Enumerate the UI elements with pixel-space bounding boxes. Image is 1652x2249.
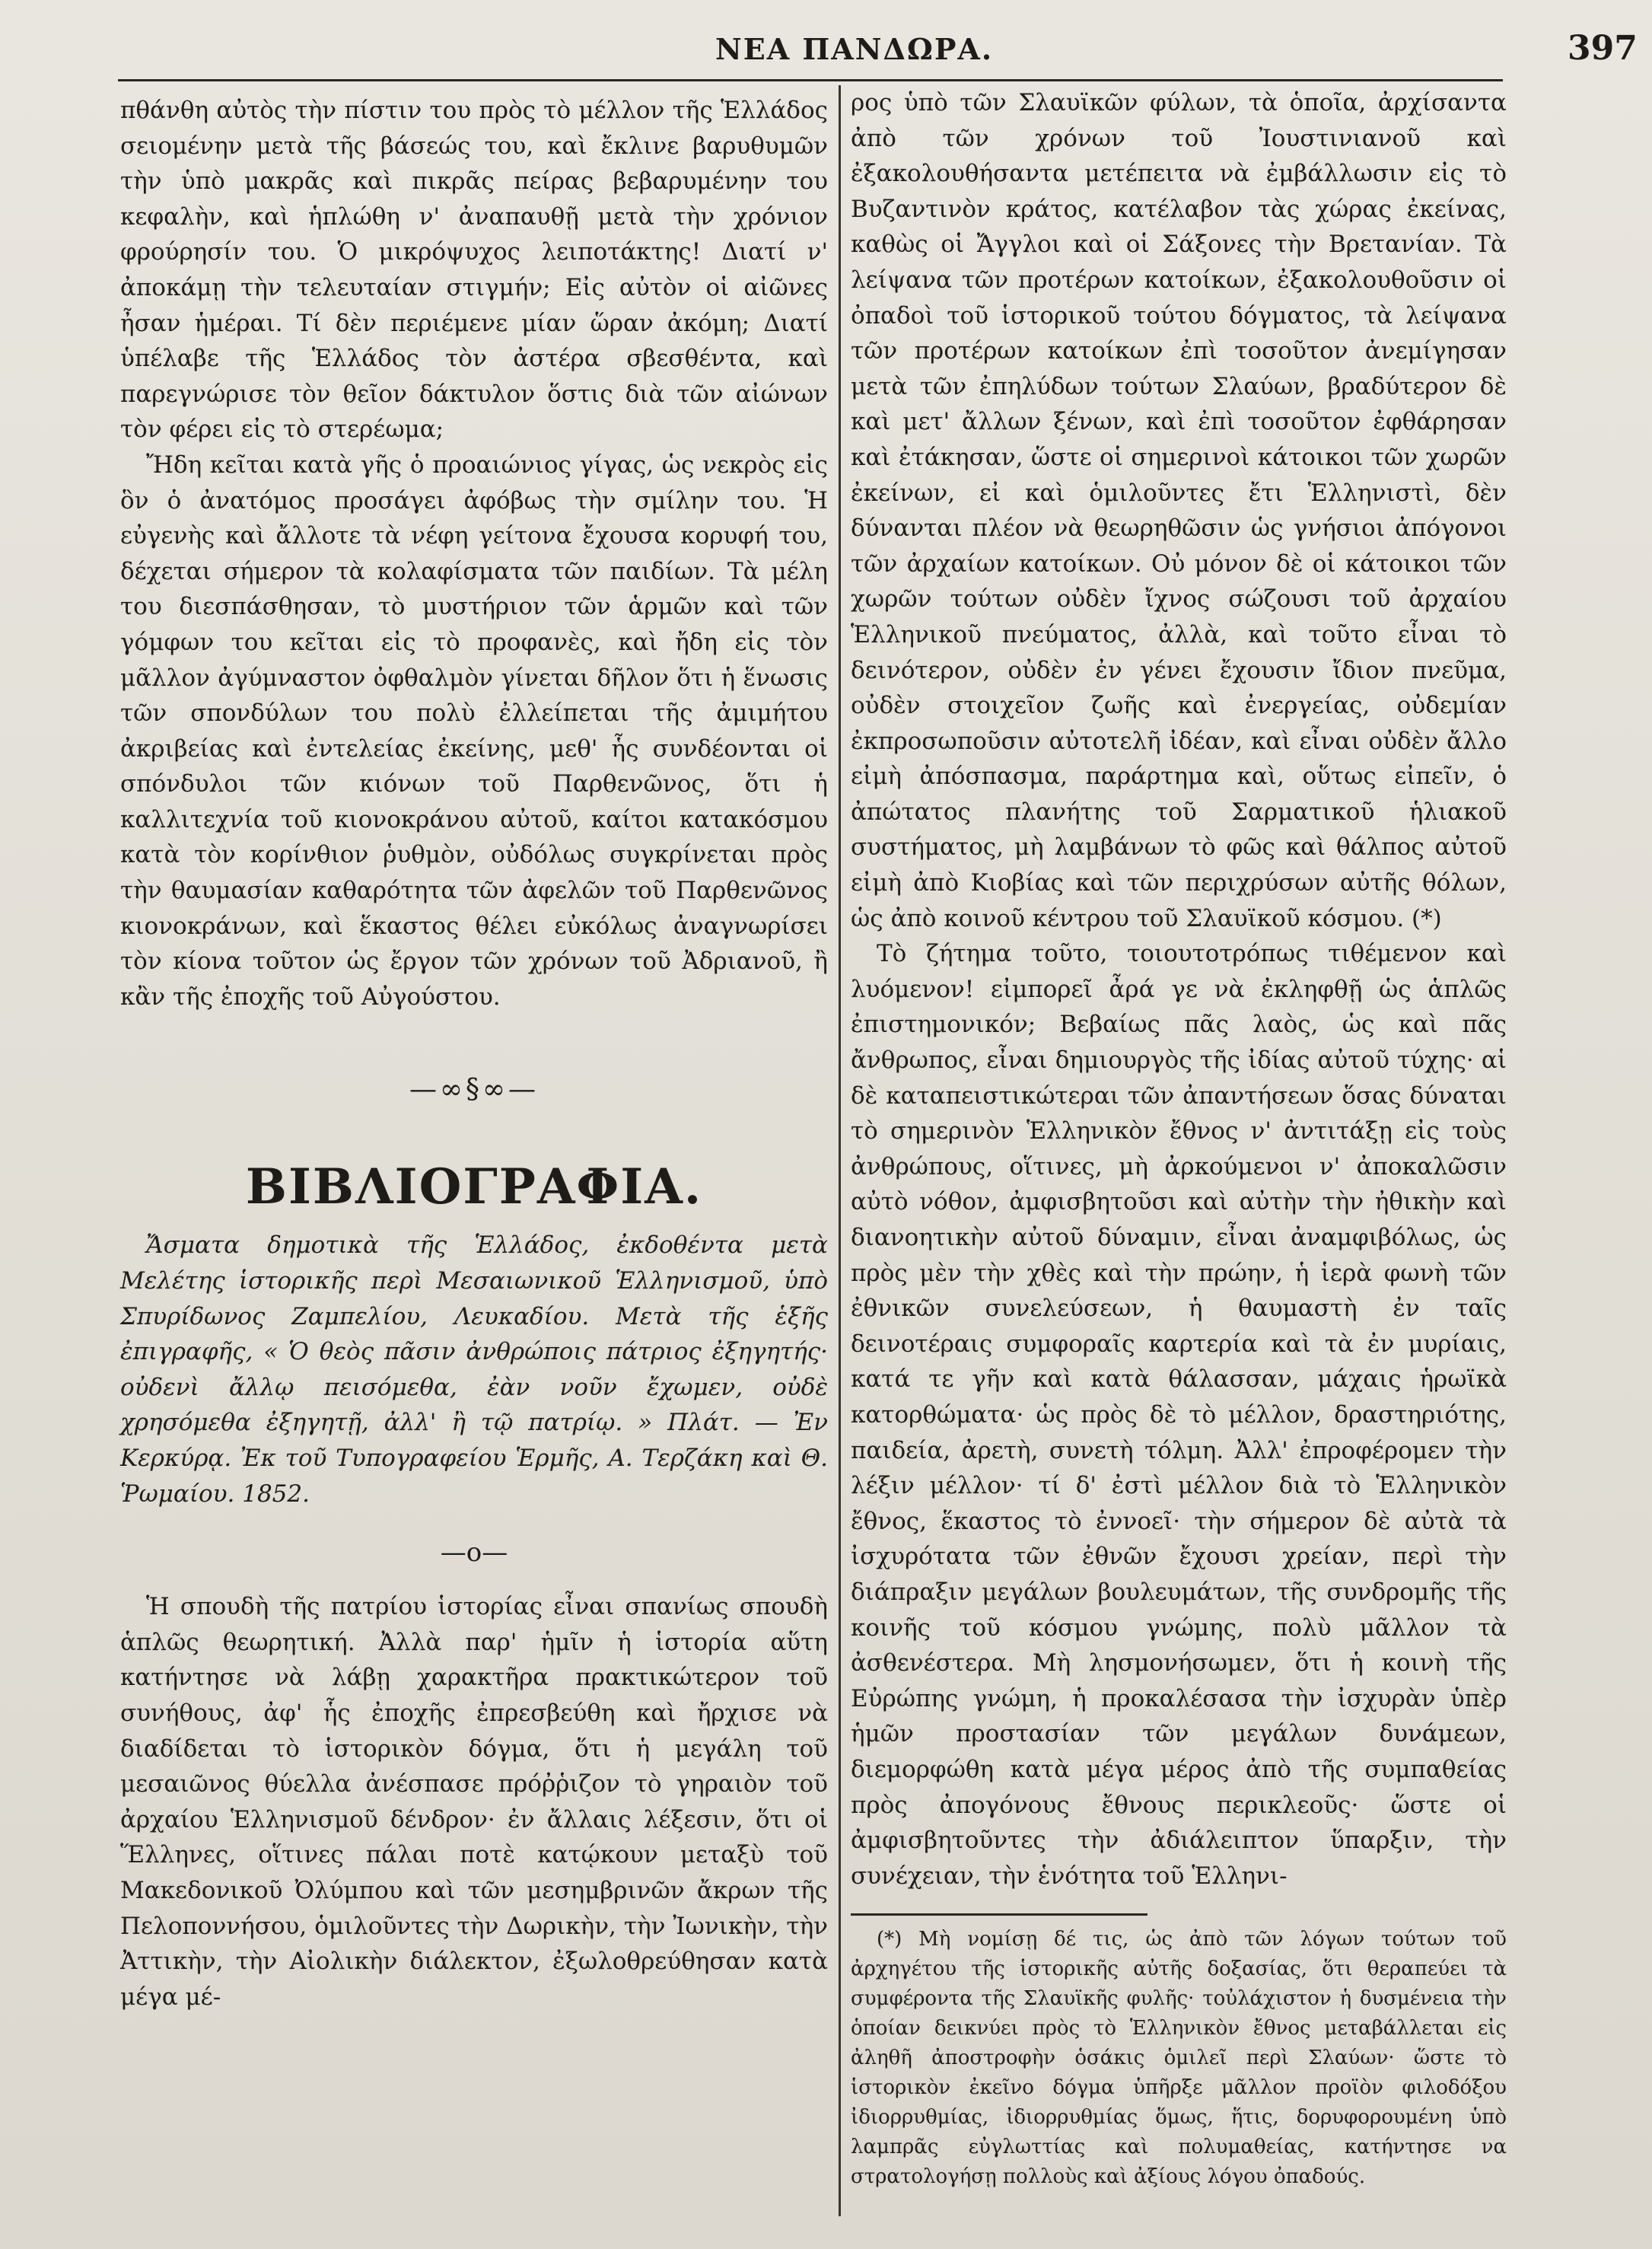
article-paragraph: Ἤδη κεῖται κατὰ γῆς ὁ προαιώνιος γίγας, ὡς νεκρὸς εἰς ὃν ὁ ἀνατόμος προσάγει ἀφόβως τὴν σμίλην του. Ἡ εὐγενὴς καὶ ἄλλοτε τὰ νέφη γείτονα ἔχουσα κορυφή του, δέχεται σήμερον τὰ κολαφίσματα τῶν παιδίων. Τὰ μέλη του διεσπάσθησαν, τὸ μυστήριον τῶν ἁρμῶν καὶ τῶν γόμφων του κεῖται εἰς τὸ προφανὲς, καὶ ἤδη εἰς τὸν μᾶλλον ἀγύμναστον ὀφθαλμὸν γίνεται δῆλον ὅτι ἡ ἕνωσις τῶν σπονδύλων του πολὺ ἐλλείπεται τῆς ἀμιμήτου ἀκριβείας καὶ ἐντελείας ἐκείνης, μεθ' ἧς συνδέονται οἱ σπόνδυλοι τῶν κιόνων τοῦ Παρθενῶνος, ὅτι ἡ καλλιτεχνία τοῦ κιονοκράνου αὐτοῦ, καίτοι κατακόσμου κατὰ τὸν κορίνθιον ῥυθμὸν, οὐδόλως συγκρίνεται πρὸς τὴν θαυμασίαν καθαρότητα τῶν ἀφελῶν τοῦ Παρθενῶνος κιονοκράνων, καὶ ἕκαστος θέλει εὐκόλως ἀναγνωρίσει τὸν κίονα τοῦτον ὡς ἔργον τῶν χρόνων τοῦ Ἀδριανοῦ, ἢ κἂν τῆς ἐποχῆς τοῦ Αὐγούστου. bbox=[120, 451, 828, 1011]
article-paragraph: ρος ὑπὸ τῶν Σλαυϊκῶν φύλων, τὰ ὁποῖα, ἀρχίσαντα ἀπὸ τῶν χρόνων τοῦ Ἰουστινιανοῦ καὶ ἐξακολουθήσαντα μετέπειτα νὰ ἐμβάλλωσιν εἰς τὸ Βυζαντινὸν κράτος, κατέλαβον τὰς χώρας ἐκείνας, καθὼς οἱ Ἄγγλοι καὶ οἱ Σάξονες τὴν Βρετανίαν. Τὰ λείψανα τῶν προτέρων κατοίκων, ἐξακολουθοῦσιν οἱ ὀπαδοὶ τοῦ ἱστορικοῦ τούτου δόγματος, τὰ λείψανα τῶν προτέρων κατοίκων ἐπὶ τοσοῦτον ἀνεμίγησαν μετὰ τῶν ἐπηλύδων τούτων Σλαύων, βραδύτερον δὲ καὶ μετ' ἄλλων ξένων, καὶ ἐπὶ τοσοῦτον ἐφθάρησαν καὶ ἐτάκησαν, ὥστε οἱ σημερινοὶ κάτοικοι τῶν χωρῶν ἐκείνων, εἰ καὶ ὁμιλοῦντες ἔτι Ἑλληνιστὶ, δὲν δύνανται πλέον νὰ θεωρηθῶσιν ὡς γνήσιοι ἀπόγονοι τῶν ἀρχαίων κατοίκων. Οὐ μόνον δὲ οἱ κάτοικοι τῶν χωρῶν τούτων οὐδὲν ἴχνος σώζουσι τοῦ ἀρχαίου Ἑλληνικοῦ πνεύματος, ἀλλὰ, καὶ τοῦτο εἶναι τὸ δεινότερον, οὐδὲν ἐν γένει ἔχουσιν ἴδιον πνεῦμα, οὐδὲν στοιχεῖον ζωῆς καὶ ἐνεργείας, οὐδεμίαν ἐκπροσωποῦσιν αὐτοτελῆ ἰδέαν, καὶ εἶναι οὐδὲν ἄλλο εἰμὴ ἀπόσπασμα, παράρτημα καὶ, οὕτως εἰπεῖν, ὁ ἀπώτατος πλανήτης τοῦ Σαρματικοῦ ἡλιακοῦ συστήματος, μὴ λαμβάνων τὸ φῶς καὶ θάλπος αὐτοῦ εἰμὴ ἀπὸ Κιοβίας καὶ τῶν περιχρύσων αὐτῆς θόλων, ὡς ἀπὸ κοινοῦ κέντρου τοῦ Σλαυϊκοῦ κόσμου. (*) bbox=[851, 89, 1507, 932]
article-paragraph: πθάνθη αὐτὸς τὴν πίστιν του πρὸς τὸ μέλλον τῆς Ἑλλάδος σειομένην μετὰ τῆς βάσεώς του, καὶ ἔκλινε βαρυθυμῶν τὴν ὑπὸ μακρᾶς καὶ πικρᾶς πείρας βεβαρυμένην του κεφαλὴν, καὶ ἡπλώθη ν' ἀναπαυθῇ μετὰ τὴν χρόνιον φρούρησίν του. Ὁ μικρόψυχος λειποτάκτης! Διατί ν' ἀποκάμῃ τὴν τελευταίαν στιγμήν; Εἰς αὐτὸν οἱ αἰῶνες ἦσαν ἡμέραι. Τί δὲν περιέμενε μίαν ὥραν ἀκόμη; Διατί ὑπέλαβε τῆς Ἑλλάδος τὸν ἀστέρα σβεσθέντα, καὶ παρεγνώρισε τὸν θεῖον δάκτυλον ὅστις διὰ τῶν αἰώνων τὸν φέρει εἰς τὸ στερέωμα; bbox=[120, 97, 828, 444]
essay-paragraph: Ἡ σπουδὴ τῆς πατρίου ἱστορίας εἶναι σπανίως σπουδὴ ἁπλῶς θεωρητική. Ἀλλὰ παρ' ἡμῖν ἡ ἱστορία αὕτη κατήντησε νὰ λάβῃ χαρακτῆρα πρακτικώτερον τοῦ συνήθους, ἀφ' ἧς ἐποχῆς ἐπρεσβεύθη καὶ ἤρχισε νὰ διαδίδεται τὸ ἱστορικὸν δόγμα, ὅτι ἡ μεγάλη τοῦ μεσαιῶνος θύελλα ἀνέσπασε πρόῤῥιζον τὸ γηραιὸν τοῦ ἀρχαίου Ἑλληνισμοῦ δένδρον· ἐν ἄλλαις λέξεσιν, ὅτι οἱ Ἕλληνες, οἵτινες πάλαι ποτὲ κατῴκουν μεταξὺ τοῦ Μακεδονικοῦ Ὀλύμπου καὶ τῶν μεσημβρινῶν ἄκρων τῆς Πελοποννήσου, ὁμιλοῦντες τὴν Δωρικὴν, τὴν Ἰωνικὴν, τὴν Ἀττικὴν, τὴν Αἰολικὴν διάλεκτον, ἐξωλοθρεύθησαν κατὰ μέγα μέ- bbox=[120, 1593, 828, 2011]
bibliography-entry: Ἄσματα δημοτικὰ τῆς Ἑλλάδος, ἐκδοθέντα μετὰ Μελέτης ἱστορικῆς περὶ Μεσαιωνικοῦ Ἑλληνισμοῦ, ὑπὸ Σπυρίδωνος Ζαμπελίου, Λευκαδίου. Μετὰ τῆς ἑξῆς ἐπιγραφῆς, « Ὁ θεὸς πᾶσιν ἀνθρώποις πάτριος ἐξηγητής· οὐδενὶ ἄλλῳ πεισόμεθα, ἐὰν νοῦν ἔχωμεν, οὐδὲ χρησόμεθα ἐξηγητῇ, ἀλλ' ἢ τῷ πατρίῳ. » Πλάτ. — Ἐν Κερκύρᾳ. Ἐκ τοῦ Τυπογραφείου Ἑρμῆς, Α. Τερζάκη καὶ Θ. Ῥωμαίου. 1852. bbox=[120, 1231, 828, 1508]
ornament-divider: —∞§∞— bbox=[409, 1074, 539, 1106]
footnote-rule bbox=[851, 1913, 1147, 1916]
small-divider: —o— bbox=[440, 1537, 508, 1569]
right-column bbox=[851, 85, 1507, 2192]
left-column bbox=[120, 93, 828, 2015]
section-title: ΒΙΒΛΙΟΓΡΑΦΙΑ. bbox=[245, 1158, 703, 1216]
page-number: 397 bbox=[1568, 29, 1638, 68]
footnote bbox=[851, 1925, 1507, 2192]
footnote-text: (*) Μὴ νομίσῃ δέ τις, ὡς ἀπὸ τῶν λόγων τούτων τοῦ ἀρχηγέτου τῆς ἱστορικῆς αὐτῆς δοξασίας, ὅτι θεραπεύει τὰ συμφέροντα τῆς Σλαυϊκῆς φυλῆς· τοὐλάχιστον ἡ δυσμένεια τὴν ὁποίαν δεικνύει πρὸς τὸ Ἑλληνικὸν ἔθνος μεταβάλλεται εἰς ἀληθῆ ἀποστροφὴν ὁσάκις ὁμιλεῖ περὶ Σλαύων· ὥστε τὸ ἱστορικὸν ἐκεῖνο δόγμα ὑπῆρξε μᾶλλον προϊὸν φιλοδόξου ἰδιορρυθμίας, ἰδιορρυθμίας ὅμως, ἥτις, δορυφορουμένη ὑπὸ λαμπρᾶς εὐγλωττίας καὶ πολυμαθείας, κατήντησε να στρατολογήσῃ πολλοὺς καὶ ἀξίους λόγου ὀπαδούς. bbox=[851, 1928, 1507, 2189]
periodical-title: ΝΕΑ ΠΑΝΔΩΡΑ. bbox=[715, 32, 994, 66]
header-rule bbox=[118, 79, 1503, 81]
article-paragraph: Τὸ ζήτημα τοῦτο, τοιουτοτρόπως τιθέμενον καὶ λυόμενον! εἰμπορεῖ ἆρά γε νὰ ἐκληφθῇ ὡς ἁπλῶς ἐπιστημονικόν; Βεβαίως πᾶς λαὸς, ὡς καὶ πᾶς ἄνθρωπος, εἶναι δημιουργὸς τῆς ἰδίας αὐτοῦ τύχης· αἱ δὲ καταπειστικώτεραι τῶν ἀπαντήσεων ὅσας δύναται τὸ σημερινὸν Ἑλληνικὸν ἔθνος ν' ἀντιτάξῃ εἰς τοὺς ἀνθρώπους, οἵτινες, μὴ ἀρκούμενοι ν' ἀποκαλῶσιν αὐτὸ νόθον, ἀμφισβητοῦσι καὶ αὐτὴν τὴν ἠθικὴν καὶ διανοητικὴν αὐτοῦ δύναμιν, εἶναι ἀναμφιβόλως, ὡς πρὸς μὲν τὴν χθὲς καὶ τὴν πρώην, ἡ ἱερὰ φωνὴ τῶν ἐθνικῶν συνελεύσεων, ἡ θαυμαστὴ ἐν ταῖς δεινοτέραις συμφοραῖς καρτερία καὶ τὰ ἐν μυρίαις, κατά τε γῆν καὶ κατὰ θάλασσαν, μάχαις ἡρωϊκὰ κατορθώματα· ὡς πρὸς δὲ τὸ μέλλον, δραστηριότης, παιδεία, ἀρετὴ, συνετὴ τόλμη. Ἀλλ' ἐπροφέρομεν τὴν λέξιν μέλλον· τί δ' ἐστὶ μέλλον διὰ τὸ Ἑλληνικὸν ἔθνος, ἕκαστος τὸ ἐννοεῖ· τὴν σήμερον δὲ αὐτὰ τὰ ἰσχυρότατα τῶν ἐθνῶν ἔχουσι χρείαν, περὶ τὴν διάπραξιν μεγάλων βουλευμάτων, τῆς συνδρομῆς τῆς κοινῆς τοῦ κόσμου γνώμης, πολὺ μᾶλλον τὰ ἀσθενέστερα. Μὴ λησμονήσωμεν, ὅτι ἡ κοινὴ τῆς Εὐρώπης γνώμη, ἡ προκαλέσασα τὴν ἰσχυρὰν ὑπὲρ ἡμῶν προστασίαν τῶν μεγάλων δυνάμεων, διεμορφώθη κατὰ μέγα μέρος ἀπὸ τῆς συμπαθείας πρὸς ἀπογόνους ἔθνους περικλεοῦς· ὥστε οἱ ἀμφισβητοῦντες τὴν ἀδιάλειπτον ὕπαρξιν, τὴν συνέχειαν, τὴν ἑνότητα τοῦ Ἑλληνι- bbox=[851, 940, 1507, 1890]
column-divider bbox=[839, 85, 841, 2216]
